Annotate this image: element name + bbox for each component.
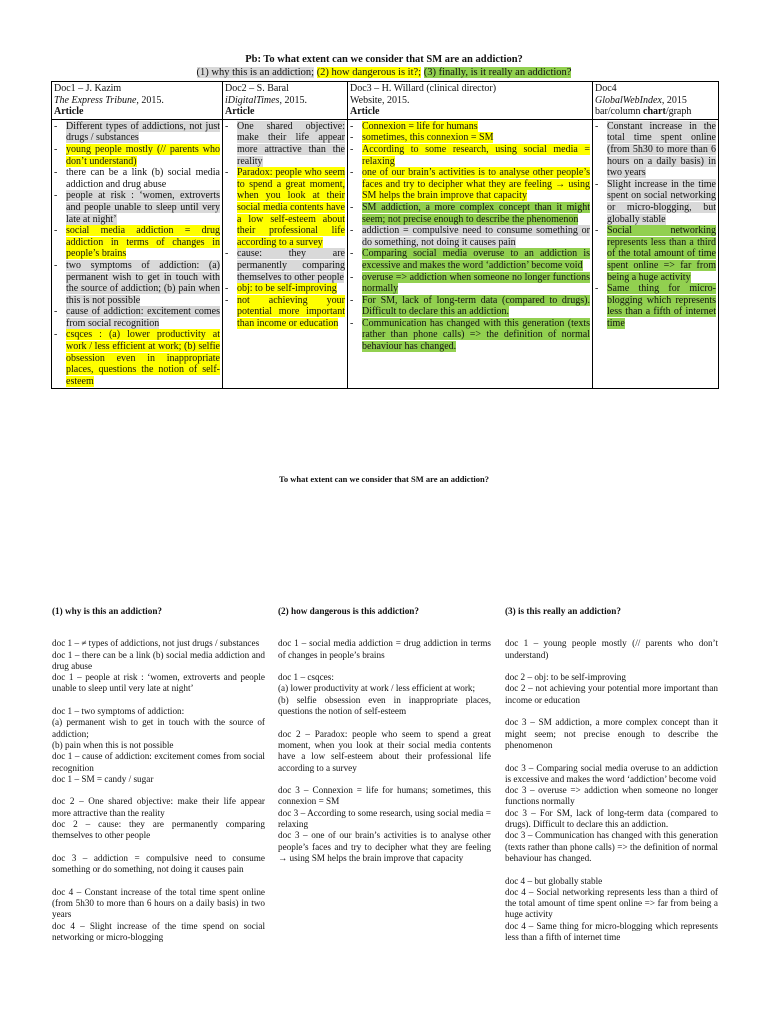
note-item: [54, 167, 220, 190]
note-text: According to some research, using social media = relaxing: [362, 143, 590, 167]
note-text: One shared objective: make their life appear more attractive than the reality: [237, 120, 345, 167]
column-entry: doc 2 – obj: to be self-improving: [505, 672, 626, 683]
column-entries: [52, 638, 265, 943]
note-text: Connexion = life for humans: [362, 120, 478, 132]
column-entry: doc 1 – young people mostly (// parents who don’t understand): [505, 638, 718, 660]
column-entry: doc 4 – Slight increase of the time spend on social networking or micro-blogging: [52, 920, 265, 943]
entry-spacer: [505, 706, 718, 717]
doc2-items: [225, 121, 345, 330]
note-text: Different types of addictions, not just drugs / substances: [66, 120, 220, 144]
note-item: [54, 121, 220, 144]
note-item: [54, 225, 220, 260]
doc2-header: [223, 82, 348, 120]
column-entry: doc 3 – According to some research, using social media = relaxing: [278, 807, 491, 830]
entry-spacer: [505, 661, 718, 672]
note-item: [54, 329, 220, 387]
column-entry: doc 1 – csqces: (a) lower productivity at work / less efficient at work; (b) selfie obsession even in inappropriate places, questions the notion of self-esteem: [278, 672, 491, 717]
doc1-source: Doc1 – J. Kazim: [54, 83, 122, 94]
doc4-kind: bar/column chart/graph: [595, 106, 692, 118]
column-entry: doc 2 – One shared objective: make their life appear more attractive than the reality: [52, 796, 265, 818]
note-text: Communication has changed with this generation (texts rather than phone calls) => the definition of normal behaviour has changed.: [362, 317, 590, 353]
column-entry: doc 1 – cause of addiction: excitement comes from social recognition: [52, 751, 265, 773]
doc4-items: [595, 121, 716, 330]
doc1-header: [52, 82, 223, 120]
column-entry: doc 1 – ≠ types of addictions, not just drugs / substances: [52, 638, 260, 649]
doc3-header: [348, 82, 593, 120]
note-item: [225, 283, 345, 295]
column-entry: doc 4 – but globally stable: [505, 875, 603, 886]
doc4-header: [593, 82, 719, 120]
column-entry: doc 1 – social media addiction = drug addiction in terms of changes in people’s brains: [278, 638, 491, 660]
entry-spacer: [278, 661, 491, 672]
column-why-addiction: [52, 606, 265, 943]
problem-questions: [0, 67, 768, 78]
entry-spacer: [505, 751, 718, 762]
note-item: [595, 225, 716, 283]
note-text: two symptoms of addiction: (a) permanent wish to get in touch with the source of addiction; (b) pain when this is not possible: [66, 259, 220, 306]
note-text: SM addiction, a more complex concept than it might seem; not precise enough to describe the phenomenon: [362, 201, 590, 225]
note-item: [350, 121, 590, 133]
note-item: [54, 190, 220, 225]
column-entry: doc 3 – For SM, lack of long-term data (compared to drugs). Difficult to declare this an addiction.: [505, 807, 718, 830]
doc1-notes: [52, 119, 223, 389]
doc4-notes: [593, 119, 719, 389]
entry-spacer: [52, 876, 265, 887]
column-entry: doc 2 – cause: they are permanently comparing themselves to other people: [52, 819, 265, 841]
note-text: young people mostly (// parents who don’t understand): [66, 143, 220, 167]
repeat-title: To what extent can we consider that SM are an addiction?: [279, 474, 489, 484]
note-item: [350, 318, 590, 353]
doc1-kind: Article: [54, 106, 84, 118]
column-entry: doc 3 – SM addiction, a more complex concept than it might seem; not precise enough to describe the phenomenon: [505, 717, 718, 750]
doc2-kind: Article: [225, 106, 255, 118]
entry-spacer: [278, 717, 491, 728]
note-item: [595, 179, 716, 225]
column-entry: doc 3 – one of our brain’s activities is to analyse other people’s faces and try to decipher what they are feeling → using SM helps the brain improve that capacity: [278, 830, 491, 863]
note-text: Paradox: people who seem to spend a great moment, when you look at their social media contents have a low self-esteem about their professional life according to a survey: [237, 167, 345, 248]
column-entry: doc 3 – addiction = compulsive need to consume something or do something, not doing it causes pain: [52, 852, 265, 875]
note-item: [350, 248, 590, 271]
doc4-publication: GlobalWebIndex, 2015: [595, 94, 687, 106]
note-text: Constant increase in the total time spent online (from 5h30 to more than 6 hours on a daily basis) in two years: [607, 120, 716, 179]
column-heading: (1) why is this an addiction?: [52, 606, 163, 616]
note-item: [54, 260, 220, 306]
documents-header-row: [52, 82, 719, 120]
column-entry: doc 4 – Same thing for micro-blogging which represents less than a fifth of internet time: [505, 920, 718, 943]
column-entry: doc 1 – two symptoms of addiction: (a) permanent wish to get in touch with the source of addiction; (b) pain when this is not possible: [52, 706, 265, 750]
question-1: (1) why this is an addiction;: [196, 67, 315, 78]
documents-notes-row: [52, 119, 719, 389]
doc1-items: [54, 121, 220, 388]
doc2-notes: [223, 119, 348, 389]
note-text: there can be a link (b) social media addiction and drug abuse: [66, 167, 220, 190]
entry-spacer: [278, 774, 491, 785]
note-item: [595, 121, 716, 179]
note-text: Slight increase in the time spent on social networking or micro-blogging, but globally stable: [607, 178, 716, 225]
note-item: [350, 225, 590, 248]
note-text: cause of addiction: excitement comes from social recognition: [66, 306, 220, 329]
column-entry: doc 4 – Social networking represents less than a third of the total amount of time spent online => far from being a huge activity: [505, 886, 718, 920]
note-item: [54, 144, 220, 167]
note-item: [350, 272, 590, 295]
doc1-publication: The Express Tribune, 2015.: [54, 94, 164, 106]
question-3: (3) finally, is it really an addiction?: [423, 67, 572, 78]
note-item: [350, 144, 590, 167]
column-entries: [505, 638, 718, 943]
note-text: obj: to be self-improving: [237, 283, 337, 295]
column-entry: doc 3 – overuse => addiction when someone no longer functions normally: [505, 785, 718, 807]
note-text: not achieving your potential more important than income or education: [237, 294, 345, 329]
column-entry: doc 2 – Paradox: people who seem to spend a great moment, when you look at their social media contents have a low self-esteem about their professional life according to a survey: [278, 728, 491, 773]
note-text: social media addiction = drug addiction in terms of changes in people’s brains: [66, 225, 220, 260]
note-item: [225, 295, 345, 330]
doc2-publication: iDigitalTimes, 2015.: [225, 94, 307, 106]
note-text: cause: they are permanently comparing themselves to other people: [237, 248, 345, 283]
column-really-addiction: [505, 606, 718, 943]
column-entry: doc 1 – there can be a link (b) social media addiction and drug abuse: [52, 649, 265, 671]
column-heading: (2) how dangerous is this addiction?: [278, 606, 419, 616]
doc3-source: Doc3 – H. Willard (clinical director): [350, 83, 497, 94]
note-item: [225, 167, 345, 248]
note-text: For SM, lack of long-term data (compared to drugs). Difficult to declare this an addiction.: [362, 294, 590, 318]
note-text: Comparing social media overuse to an addiction is excessive and makes the word ‘addiction’ become void: [362, 248, 590, 271]
note-text: Social networking represents less than a third of the total amount of time spent online => far from being a huge activity: [607, 225, 716, 283]
note-item: [350, 167, 590, 202]
column-entry: doc 3 – Communication has changed with this generation (texts rather than phone calls) => the definition of normal behaviour has changed.: [505, 830, 718, 863]
question-2: (2) how dangerous is it?;: [316, 67, 422, 78]
note-item: [350, 132, 590, 144]
note-text: csqces : (a) lower productivity at work / less efficient at work; (b) selfie obsession even in inappropriate places, questions the notion of self-esteem: [66, 329, 220, 387]
column-entry: doc 2 – not achieving your potential more important than income or education: [505, 683, 718, 705]
column-entry: doc 1 – people at risk : ‘women, extroverts and people unable to sleep until very late at night’: [52, 672, 265, 694]
problem-title: Pb: To what extent can we consider that SM are an addiction?: [245, 54, 523, 65]
column-entries: [278, 638, 491, 864]
doc3-publication: Website, 2015.: [350, 94, 410, 106]
column-entry: doc 3 – Connexion = life for humans; sometimes, this connexion = SM: [278, 785, 491, 807]
column-entry: doc 1 – SM = candy / sugar: [52, 773, 154, 784]
note-item: [595, 283, 716, 329]
note-item: [225, 121, 345, 167]
column-how-dangerous: [278, 606, 491, 864]
note-text: addiction = compulsive need to consume something or do something, not doing it causes pain: [362, 225, 590, 248]
note-item: [225, 248, 345, 283]
note-item: [350, 202, 590, 225]
note-text: overuse => addiction when someone no longer functions normally: [362, 271, 590, 295]
note-item: [350, 295, 590, 318]
column-entry: doc 3 – Comparing social media overuse to an addiction is excessive and makes the word ‘addiction’ become void: [505, 762, 718, 784]
entry-spacer: [505, 864, 718, 875]
note-text: sometimes, this connexion = SM: [362, 132, 494, 144]
doc3-items: [350, 121, 590, 353]
entry-spacer: [52, 695, 265, 706]
doc2-source: Doc2 – S. Baral: [225, 83, 289, 94]
note-text: one of our brain’s activities is to analyse other people’s faces and try to decipher what they are feeling → using SM helps the brain improve that capacity: [362, 167, 590, 202]
note-item: [54, 306, 220, 329]
doc3-kind: Article: [350, 106, 380, 118]
column-heading: (3) is this really an addiction?: [505, 606, 621, 616]
entry-spacer: [52, 785, 265, 796]
entry-spacer: [52, 842, 265, 853]
note-text: Same thing for micro-blogging which represents less than a fifth of internet time: [607, 283, 716, 329]
note-text: people at risk : ‘women, extroverts and people unable to sleep until very late at night’: [66, 190, 220, 225]
doc3-notes: [348, 119, 593, 389]
column-entry: doc 4 – Constant increase of the total time spent online (from 5h30 to more than 6 hours on a daily basis) in two years: [52, 886, 265, 920]
doc4-source: Doc4: [595, 83, 617, 94]
documents-table: [51, 81, 719, 389]
